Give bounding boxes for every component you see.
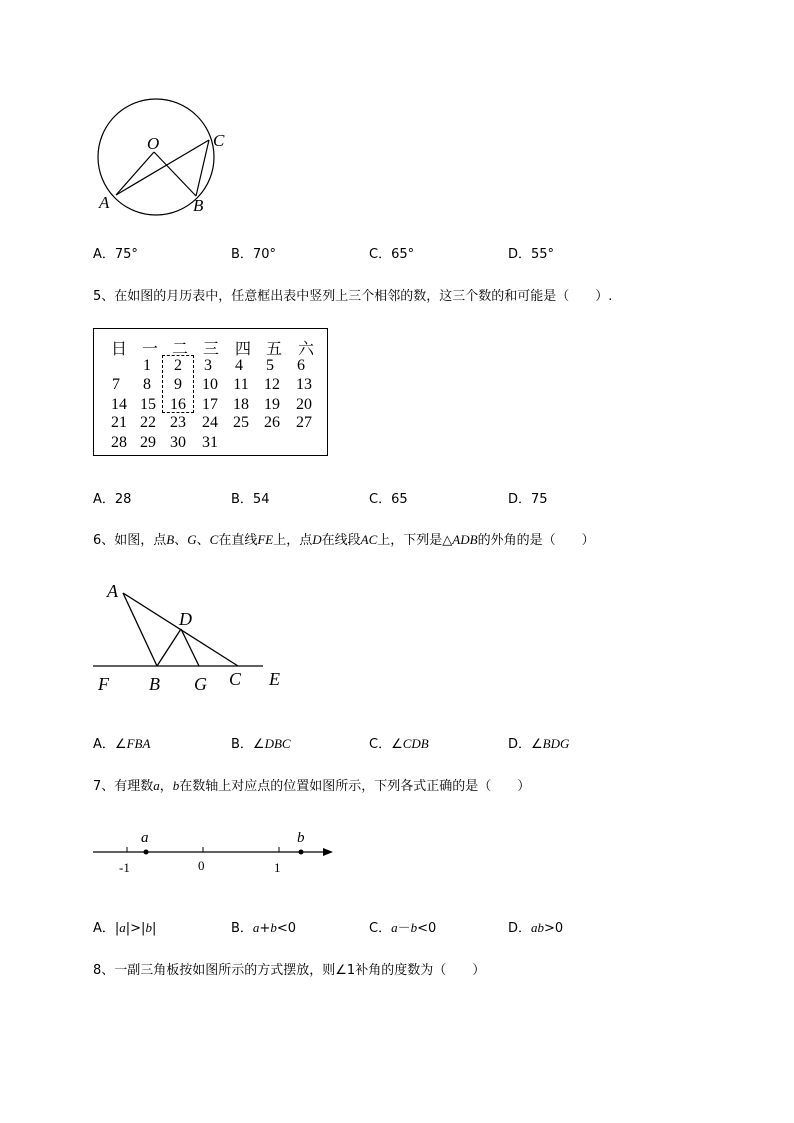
q4-option-b[interactable]: B．70° bbox=[231, 247, 276, 262]
calendar-cell: 25 bbox=[233, 414, 249, 431]
segment-db bbox=[157, 629, 181, 666]
calendar-cell: 17 bbox=[202, 396, 218, 413]
point-a bbox=[144, 850, 149, 855]
calendar-cell: 27 bbox=[296, 414, 312, 431]
q7-option-a[interactable]: A．|a|>|b| bbox=[93, 920, 157, 936]
q7-stem: 7、有理数a，b在数轴上对应点的位置如图所示，下列各式正确的是（ ） bbox=[93, 778, 531, 794]
calendar-cell: 20 bbox=[296, 396, 312, 413]
calendar-cell: 1 bbox=[143, 357, 151, 374]
calendar-cell: 21 bbox=[111, 414, 127, 431]
calendar-header: 六 bbox=[297, 339, 314, 358]
calendar-cell: 29 bbox=[140, 434, 156, 451]
calendar-cell: 15 bbox=[140, 396, 156, 413]
label-a: A bbox=[107, 581, 118, 601]
q5-option-b[interactable]: B．54 bbox=[231, 492, 270, 507]
q4-option-a[interactable]: A．75° bbox=[93, 247, 138, 262]
calendar-cell: 3 bbox=[204, 357, 212, 374]
calendar-header: 二 bbox=[171, 339, 188, 358]
calendar-cell: 24 bbox=[202, 414, 218, 431]
q8-stem: 8、一副三角板按如图所示的方式摆放，则∠1补角的度数为（ ） bbox=[93, 963, 486, 978]
calendar-cell: 22 bbox=[140, 414, 156, 431]
segment-ob bbox=[154, 152, 196, 196]
calendar-cell: 23 bbox=[170, 414, 186, 431]
label-c: C bbox=[229, 669, 242, 689]
q6-option-a[interactable]: A．∠FBA bbox=[93, 736, 151, 752]
calendar-cell: 7 bbox=[112, 376, 120, 393]
calendar-cell: 13 bbox=[296, 376, 312, 393]
label-d: D bbox=[179, 609, 192, 629]
segment-dg bbox=[181, 629, 199, 666]
label-neg1: -1 bbox=[119, 860, 130, 875]
calendar-cell: 18 bbox=[233, 396, 249, 413]
q5-option-a[interactable]: A．28 bbox=[93, 492, 132, 507]
calendar-cell: 19 bbox=[264, 396, 280, 413]
label-e: E bbox=[269, 669, 280, 689]
calendar-header: 四 bbox=[234, 339, 251, 358]
label-b: B bbox=[149, 674, 160, 694]
q4-circle-figure bbox=[85, 95, 245, 220]
q7-number-line bbox=[85, 825, 345, 880]
calendar-cell: 2 bbox=[174, 357, 182, 374]
calendar-cell: 10 bbox=[202, 376, 218, 393]
q7-option-b[interactable]: B．a+b<0 bbox=[231, 920, 296, 936]
q7-option-d[interactable]: D．ab>0 bbox=[508, 920, 564, 936]
label-a: A bbox=[99, 193, 110, 212]
q5-option-c[interactable]: C．65 bbox=[369, 492, 408, 507]
calendar-header: 三 bbox=[202, 339, 219, 358]
calendar-cell: 12 bbox=[264, 376, 280, 393]
calendar-header: 一 bbox=[141, 339, 158, 358]
q5-option-d[interactable]: D．75 bbox=[508, 492, 548, 507]
q6-option-d[interactable]: D．∠BDG bbox=[508, 736, 570, 752]
calendar-cell: 16 bbox=[170, 396, 186, 413]
calendar-cell: 9 bbox=[174, 376, 182, 393]
calendar-cell: 28 bbox=[111, 434, 127, 451]
label-zero: 0 bbox=[198, 858, 205, 873]
q6-triangle-figure bbox=[85, 575, 295, 695]
q6-stem: 6、如图，点B、G、C在直线FE上，点D在线段AC上，下列是△ADB的外角的是（ ） bbox=[93, 532, 595, 548]
q5-stem: 5、在如图的月历表中，任意框出表中竖列上三个相邻的数，这三个数的和可能是（ ）. bbox=[93, 289, 613, 304]
calendar-cell: 26 bbox=[264, 414, 280, 431]
calendar-cell: 6 bbox=[297, 357, 305, 374]
calendar-cell: 31 bbox=[202, 434, 218, 451]
calendar-cell: 4 bbox=[235, 357, 243, 374]
calendar-cell: 30 bbox=[170, 434, 186, 451]
label-f: F bbox=[98, 674, 109, 694]
label-b: b bbox=[297, 830, 305, 846]
q7-option-c[interactable]: C．a－b<0 bbox=[369, 920, 437, 936]
point-b bbox=[299, 850, 304, 855]
segment-bc bbox=[196, 140, 209, 196]
q4-option-d[interactable]: D．55° bbox=[508, 247, 555, 262]
calendar-cell: 5 bbox=[266, 357, 274, 374]
label-a: a bbox=[141, 830, 149, 846]
calendar-cell: 8 bbox=[143, 376, 151, 393]
calendar-header: 五 bbox=[265, 339, 282, 358]
label-g: G bbox=[194, 674, 207, 694]
label-one: 1 bbox=[274, 860, 281, 875]
label-o: O bbox=[147, 134, 160, 153]
q6-option-b[interactable]: B．∠DBC bbox=[231, 736, 291, 752]
label-c: C bbox=[213, 131, 225, 150]
segment-ac bbox=[116, 140, 209, 195]
calendar-cell: 14 bbox=[111, 396, 127, 413]
axis-arrow bbox=[323, 848, 333, 856]
q4-option-c[interactable]: C．65° bbox=[369, 247, 415, 262]
segment-oa bbox=[116, 152, 154, 195]
calendar-cell: 11 bbox=[233, 376, 249, 393]
calendar-header: 日 bbox=[110, 339, 127, 358]
q6-option-c[interactable]: C．∠CDB bbox=[369, 736, 429, 752]
label-b: B bbox=[193, 196, 204, 215]
